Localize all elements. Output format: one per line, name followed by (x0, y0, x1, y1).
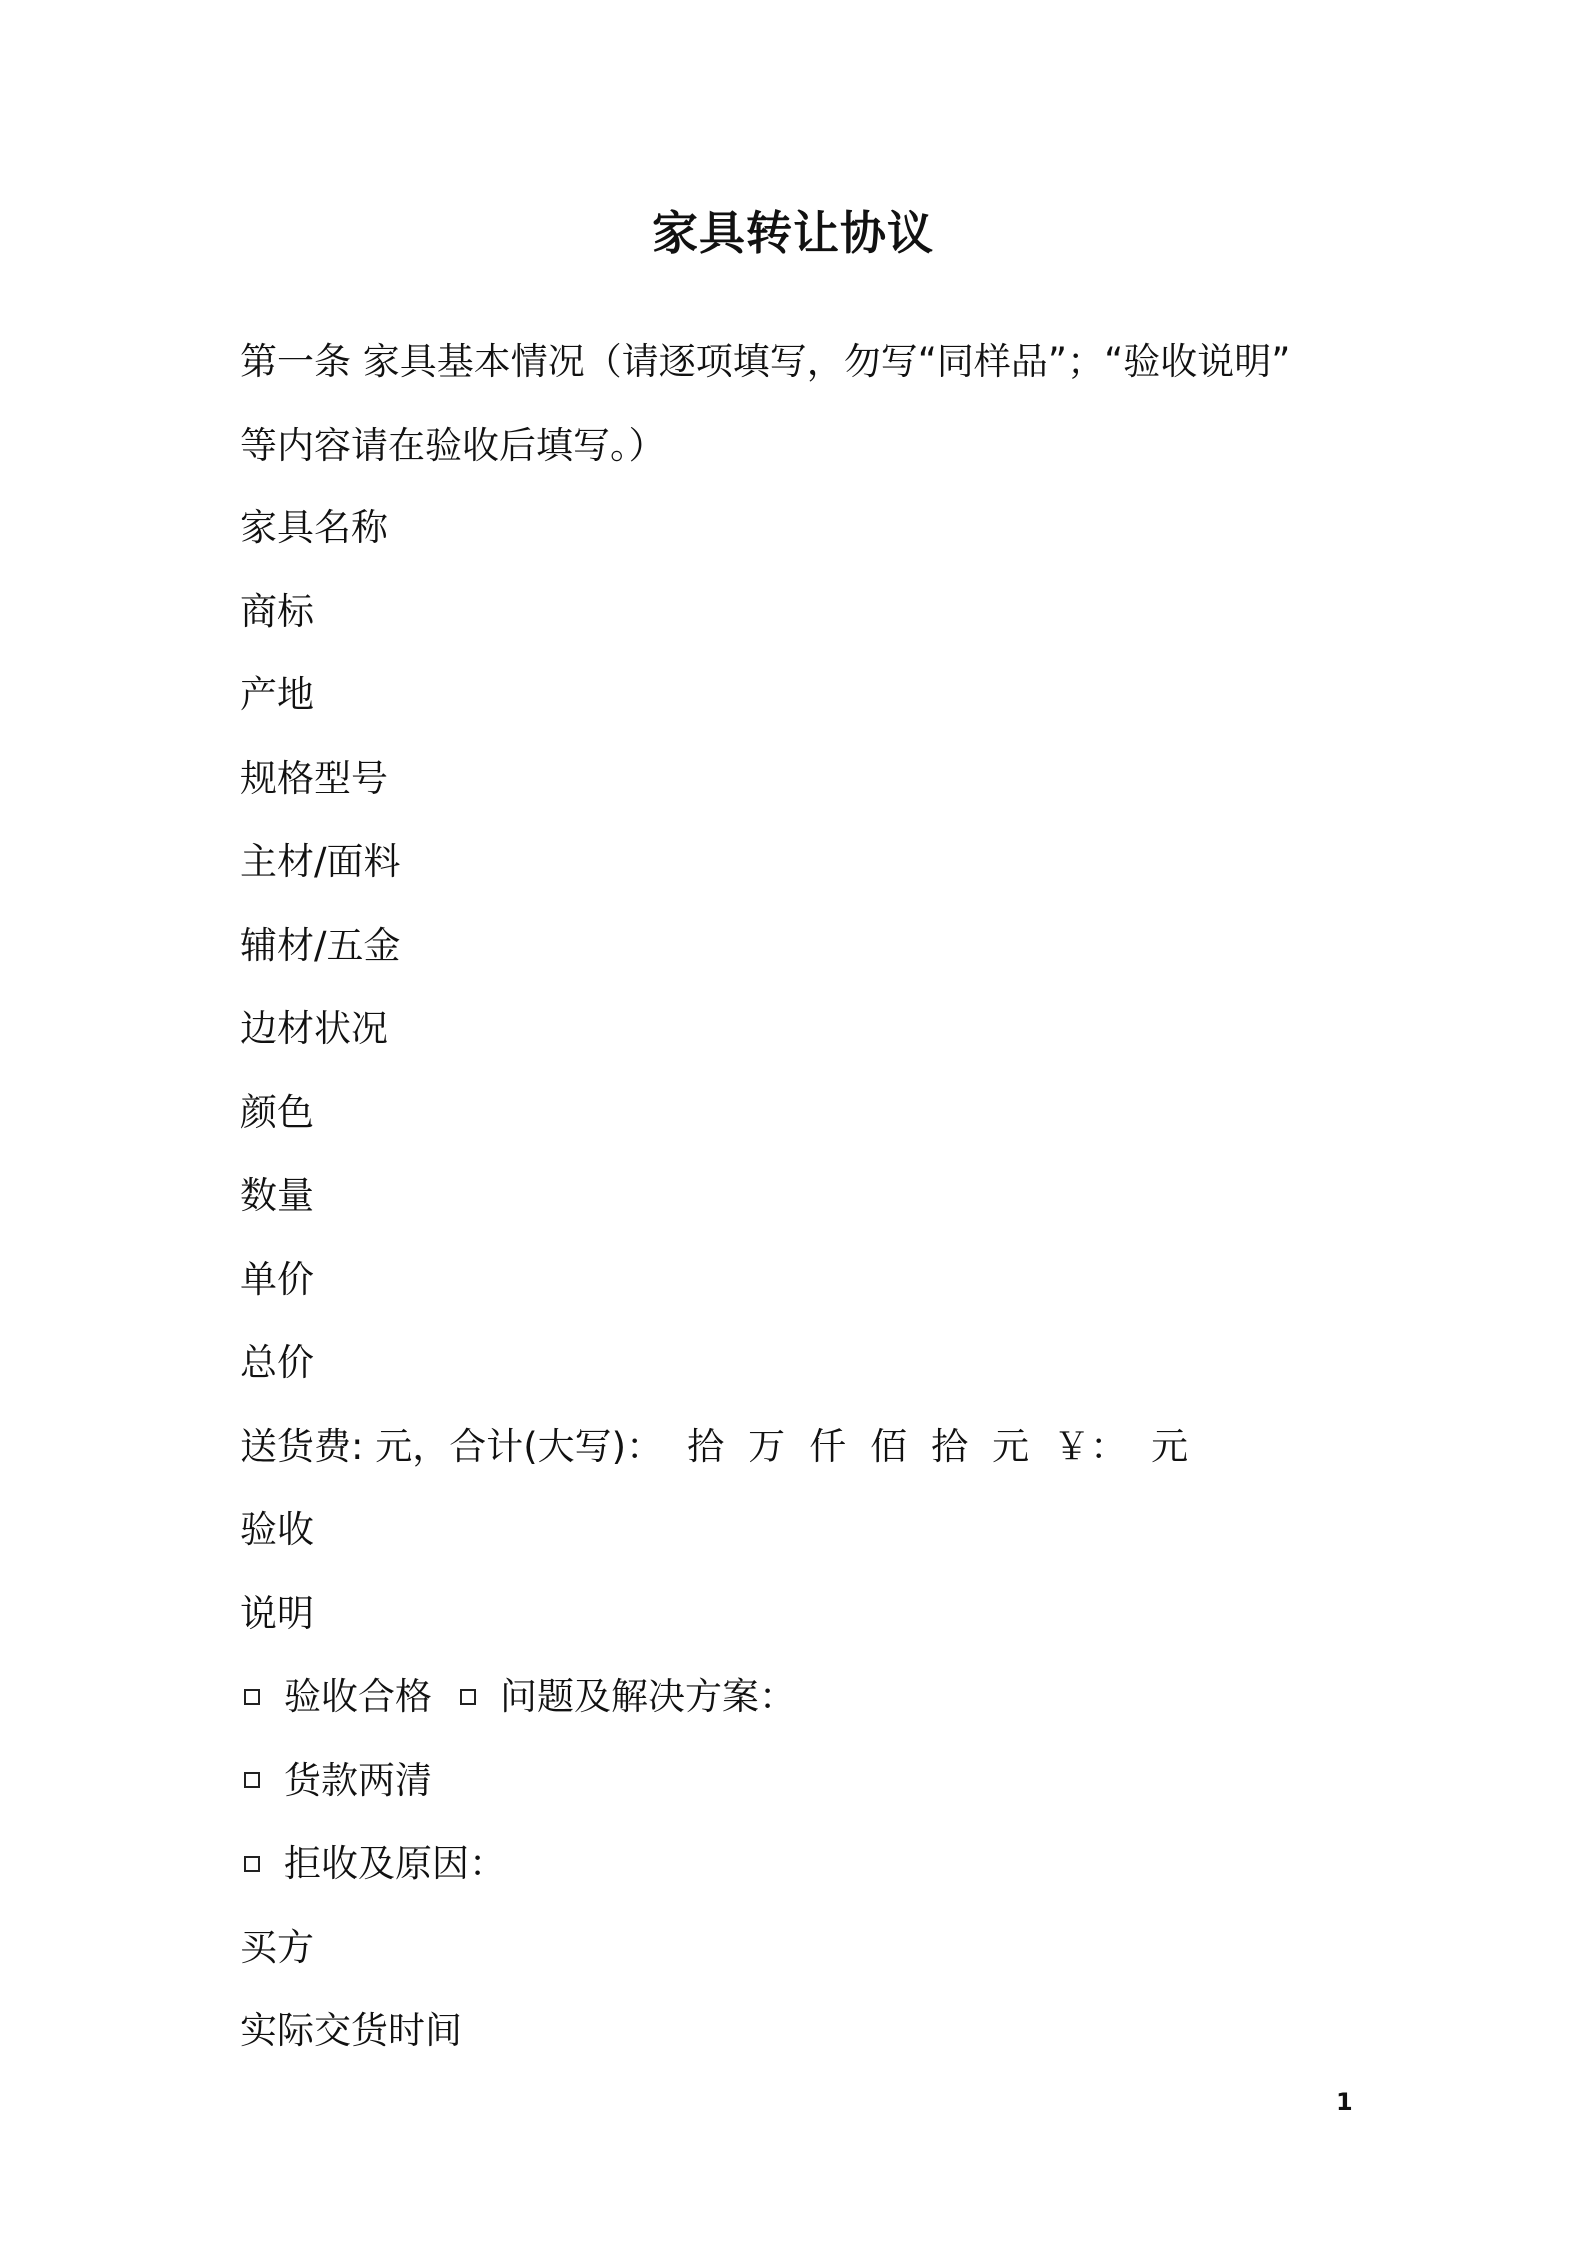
yuan-symbol-label: ￥： (1053, 1424, 1128, 1468)
field-main-material: 主材/面料 (240, 840, 401, 883)
checkbox-row-1 (240, 1655, 1360, 1739)
unit-thousand: 仟 (809, 1424, 847, 1468)
checkbox-row-3 (240, 1822, 1360, 1906)
unit-ten-thousand: 万 (748, 1424, 786, 1468)
field-color: 颜色 (240, 1090, 314, 1134)
field-model: 规格型号 (240, 756, 388, 800)
checkbox-rejected-label: 拒收及原因： (284, 1842, 506, 1885)
unit-yuan-2: 元 (1151, 1424, 1189, 1468)
field-furniture-name: 家具名称 (240, 506, 388, 549)
field-list (240, 486, 1360, 2073)
unit-yuan: 元 (992, 1424, 1030, 1468)
page-number: 1 (1336, 2088, 1353, 2116)
field-quantity: 数量 (240, 1174, 314, 1217)
unit-ten-2: 拾 (931, 1424, 969, 1468)
checkbox-issues[interactable] (460, 1689, 476, 1705)
checkbox-paid-label: 货款两清 (284, 1758, 432, 1802)
field-origin: 产地 (240, 673, 314, 716)
unit-hundred: 佰 (870, 1424, 908, 1468)
field-total-price: 总价 (240, 1341, 314, 1384)
unit-ten: 拾 (687, 1424, 725, 1468)
document-title: 家具转让协议 (652, 206, 934, 260)
delivery-fee-total-label: 送货费: 元，合计(大写)： (240, 1424, 664, 1468)
acceptance-label: 验收 (240, 1508, 314, 1551)
intro-paragraph (240, 320, 1360, 487)
field-trademark: 商标 (240, 589, 314, 633)
field-edge-condition: 边材状况 (240, 1007, 388, 1050)
field-unit-price: 单价 (240, 1257, 314, 1301)
explanation-label: 说明 (240, 1591, 314, 1635)
buyer-label: 买方 (240, 1925, 314, 1969)
checkbox-issues-label: 问题及解决方案： (500, 1675, 796, 1718)
checkbox-row-2 (240, 1739, 1360, 1823)
delivery-time-label: 实际交货时间 (240, 2009, 462, 2052)
checkbox-accepted-label: 验收合格 (284, 1675, 432, 1718)
checkbox-rejected[interactable] (244, 1856, 260, 1872)
delivery-fee-line (240, 1405, 1360, 1489)
intro-line-1: 第一条 家具基本情况（请逐项填写，勿写“同样品”；“验收说明” (240, 340, 1291, 383)
checkbox-paid[interactable] (244, 1772, 260, 1788)
intro-line-2: 等内容请在验收后填写。） (240, 423, 666, 467)
checkbox-accepted[interactable] (244, 1689, 260, 1705)
field-accessories: 辅材/五金 (240, 923, 401, 967)
